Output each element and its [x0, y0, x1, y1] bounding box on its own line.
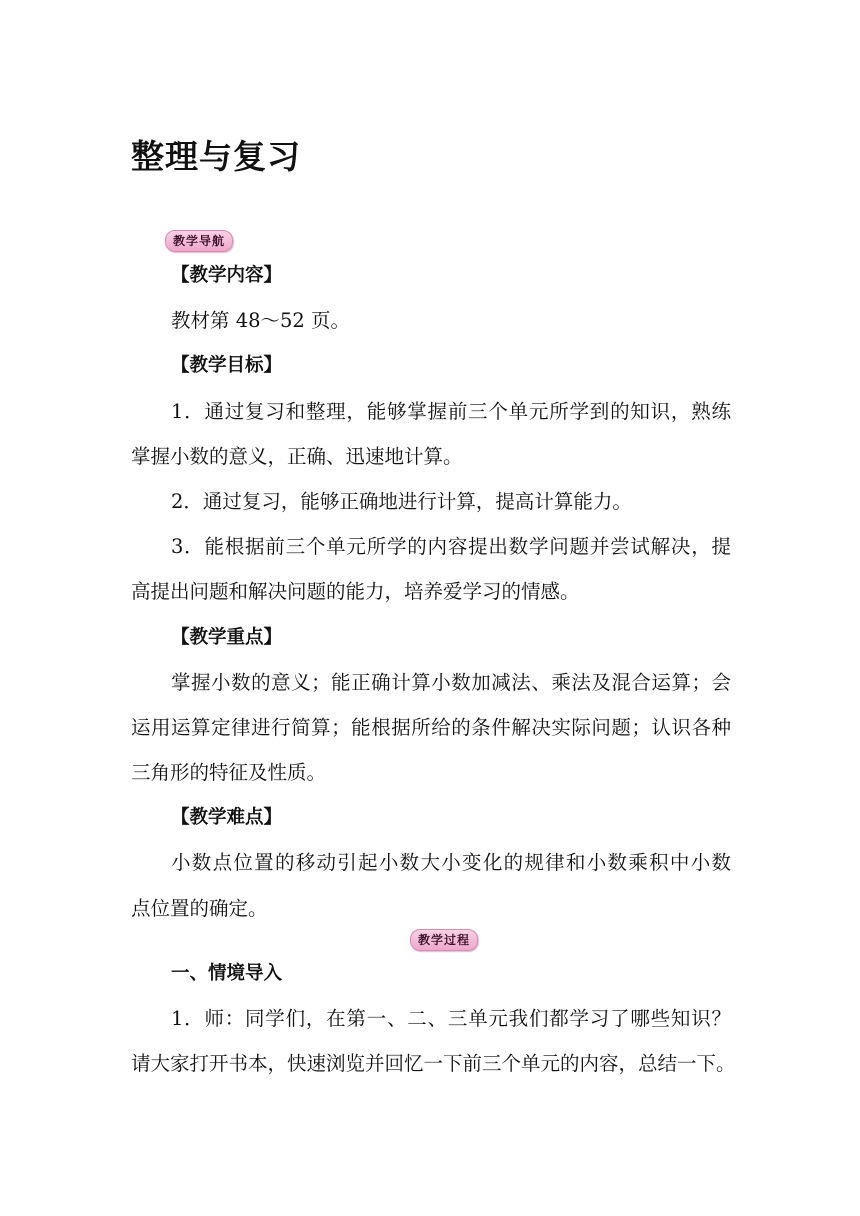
teaching-process-badge: 教学过程: [410, 929, 478, 951]
situation-intro-heading: 一、情境导入: [171, 962, 283, 984]
key-points-line-2: 运用运算定律进行简算；能根据所给的条件解决实际问题；认识各种: [131, 715, 731, 739]
goal-2: 2．通过复习，能够正确地进行计算，提高计算能力。: [171, 489, 632, 513]
page-title: 整理与复习: [131, 137, 301, 176]
teaching-difficulties-heading: 【教学难点】: [171, 807, 283, 829]
goal-3-line-2: 高提出问题和解决问题的能力，培养爱学习的情感。: [131, 580, 580, 604]
teaching-content-heading: 【教学内容】: [171, 265, 283, 286]
teaching-key-points-heading: 【教学重点】: [171, 626, 283, 648]
goal-1-line-2: 掌握小数的意义，正确、迅速地计算。: [131, 444, 463, 468]
teaching-guide-badge: 教学导航: [165, 230, 233, 252]
document-body: [131, 253, 736, 1086]
intro-line-2: 请大家打开书本，快速浏览并回忆一下前三个单元的内容，总结一下。: [131, 1052, 736, 1076]
goal-3-line-1: 3．能根据前三个单元所学的内容提出数学问题并尝试解决，提: [171, 535, 731, 559]
key-points-line-3: 三角形的特征及性质。: [131, 761, 327, 785]
intro-line-1: 1．师：同学们，在第一、二、三单元我们都学习了哪些知识？: [171, 1007, 731, 1030]
goal-1-line-1: 1．通过复习和整理，能够掌握前三个单元所学到的知识，熟练: [171, 399, 731, 423]
difficulties-line-1: 小数点位置的移动引起小数大小变化的规律和小数乘积中小数: [171, 851, 731, 875]
difficulties-line-2: 点位置的确定。: [131, 896, 268, 920]
key-points-line-1: 掌握小数的意义；能正确计算小数加减法、乘法及混合运算；会: [171, 670, 731, 694]
teaching-content-text: 教材第 48～52 页。: [171, 309, 351, 333]
teaching-goals-heading: 【教学目标】: [171, 355, 283, 377]
